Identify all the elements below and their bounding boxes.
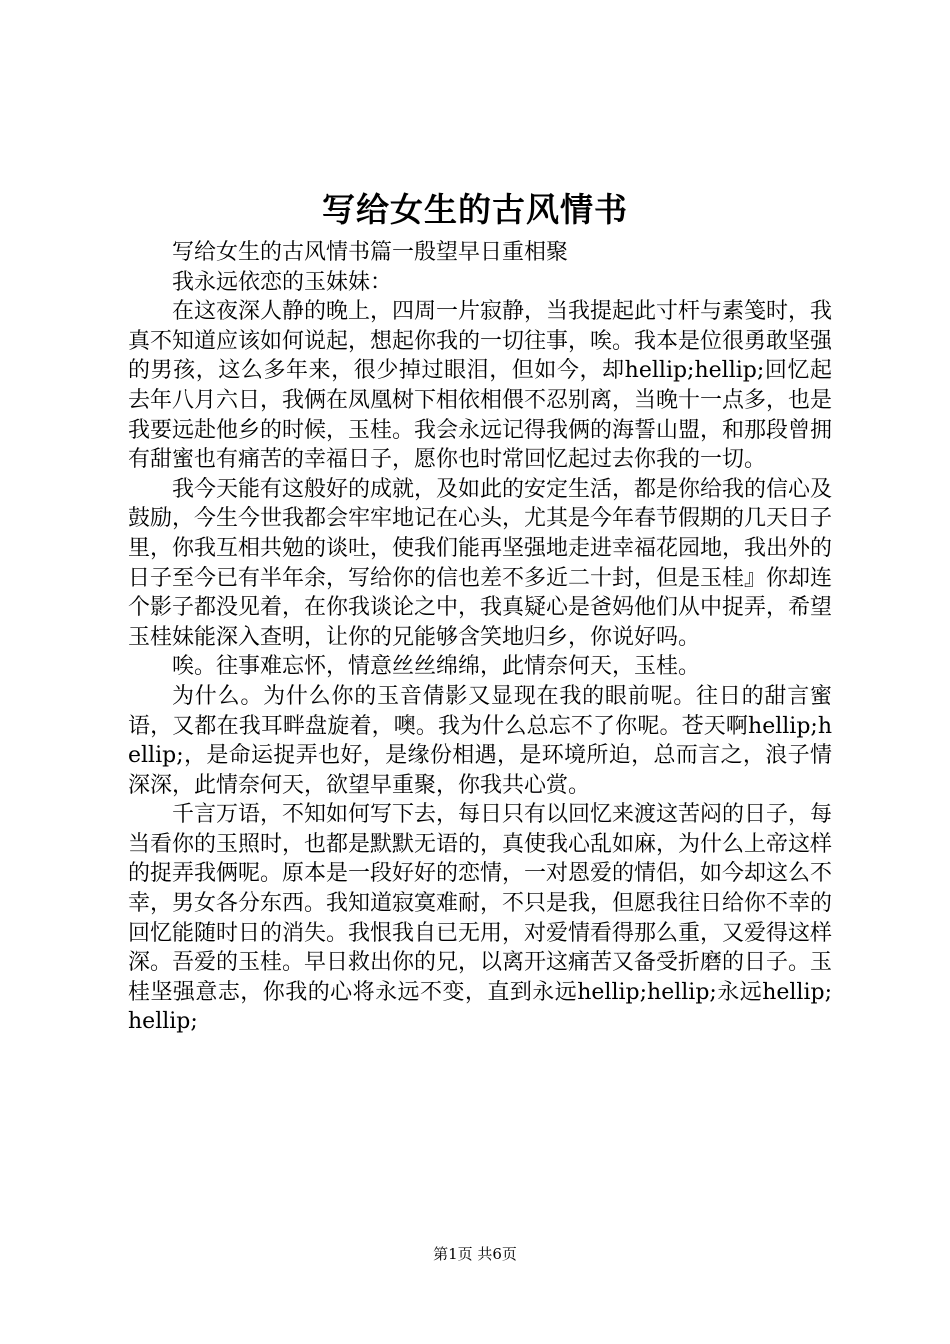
paragraph: 在这夜深人静的晚上，四周一片寂静，当我提起此寸杆与素笺时，我真不知道应该如何说起，想起你我的一切往事，唉。我本是位很勇敢坚强的男孩，这么多年来，很少掉过眼泪，但如今，却hellip;hellip;回忆起去年八月六日，我俩在凤凰树下相依相偎不忍别离，当晚十一点多，也是我要远赴他乡的时候，玉桂。我会永远记得我俩的海誓山盟，和那段曾拥有甜蜜也有痛苦的幸福日子，愿你也时常回忆起过去你我的一切。 — [128, 299, 833, 473]
section-heading: 写给女生的古风情书篇一殷望早日重相聚 — [172, 240, 569, 265]
document-title: 写给女生的古风情书 — [322, 190, 628, 229]
salutation: 我永远依恋的玉妹妹： — [172, 269, 393, 295]
paragraph: 我今天能有这般好的成就，及如此的安定生活，都是你给我的信心及鼓励，今生今世我都会牢牢地记在心头，尤其是今年春节假期的几天日子里，你我互相共勉的谈吐，使我们能再坚强地走进幸福花园地，我出外的日子至今已有半年余，写给你的信也差不多近二十封，但是玉桂』你却连个影子都没见着，在你我谈论之中，我真疑心是爸妈他们从中捉弄，希望玉桂妹能深入查明，让你的兄能够含笑地归乡，你说好吗。 — [128, 476, 833, 650]
document-body — [128, 238, 832, 1037]
paragraph: 为什么。为什么你的玉音倩影又显现在我的眼前呢。往日的甜言蜜语，又都在我耳畔盘旋着，噢。我为什么总忘不了你呢。苍天啊hellip;hellip;，是命运捉弄也好，是缘份相遇，是环境所迫，总而言之，浪子情深深，此情奈何天，欲望早重聚，你我共心赏。 — [128, 683, 832, 798]
paragraph: 千言万语，不知如何写下去，每日只有以回忆来渡这苦闷的日子，每当看你的玉照时，也都是默默无语的，真使我心乱如麻，为什么上帝这样的捉弄我俩呢。原本是一段好好的恋情，一对恩爱的情侣，如今却这么不幸，男女各分东西。我知道寂寞难耐，不只是我，但愿我往日给你不幸的回忆能随时日的消失。我恨我自已无用，对爱情看得那么重，又爱得这样深。吾爱的玉桂。早日救出你的兄，以离开这痛苦又备受折磨的日子。玉桂坚强意志，你我的心将永远不变，直到永远hellip;hellip;永远hellip;hellip; — [128, 802, 833, 1035]
page-number-footer: 第1页 共6页 — [433, 1245, 517, 1263]
paragraph: 唉。往事难忘怀，情意丝丝绵绵，此情奈何天，玉桂。 — [172, 654, 701, 680]
